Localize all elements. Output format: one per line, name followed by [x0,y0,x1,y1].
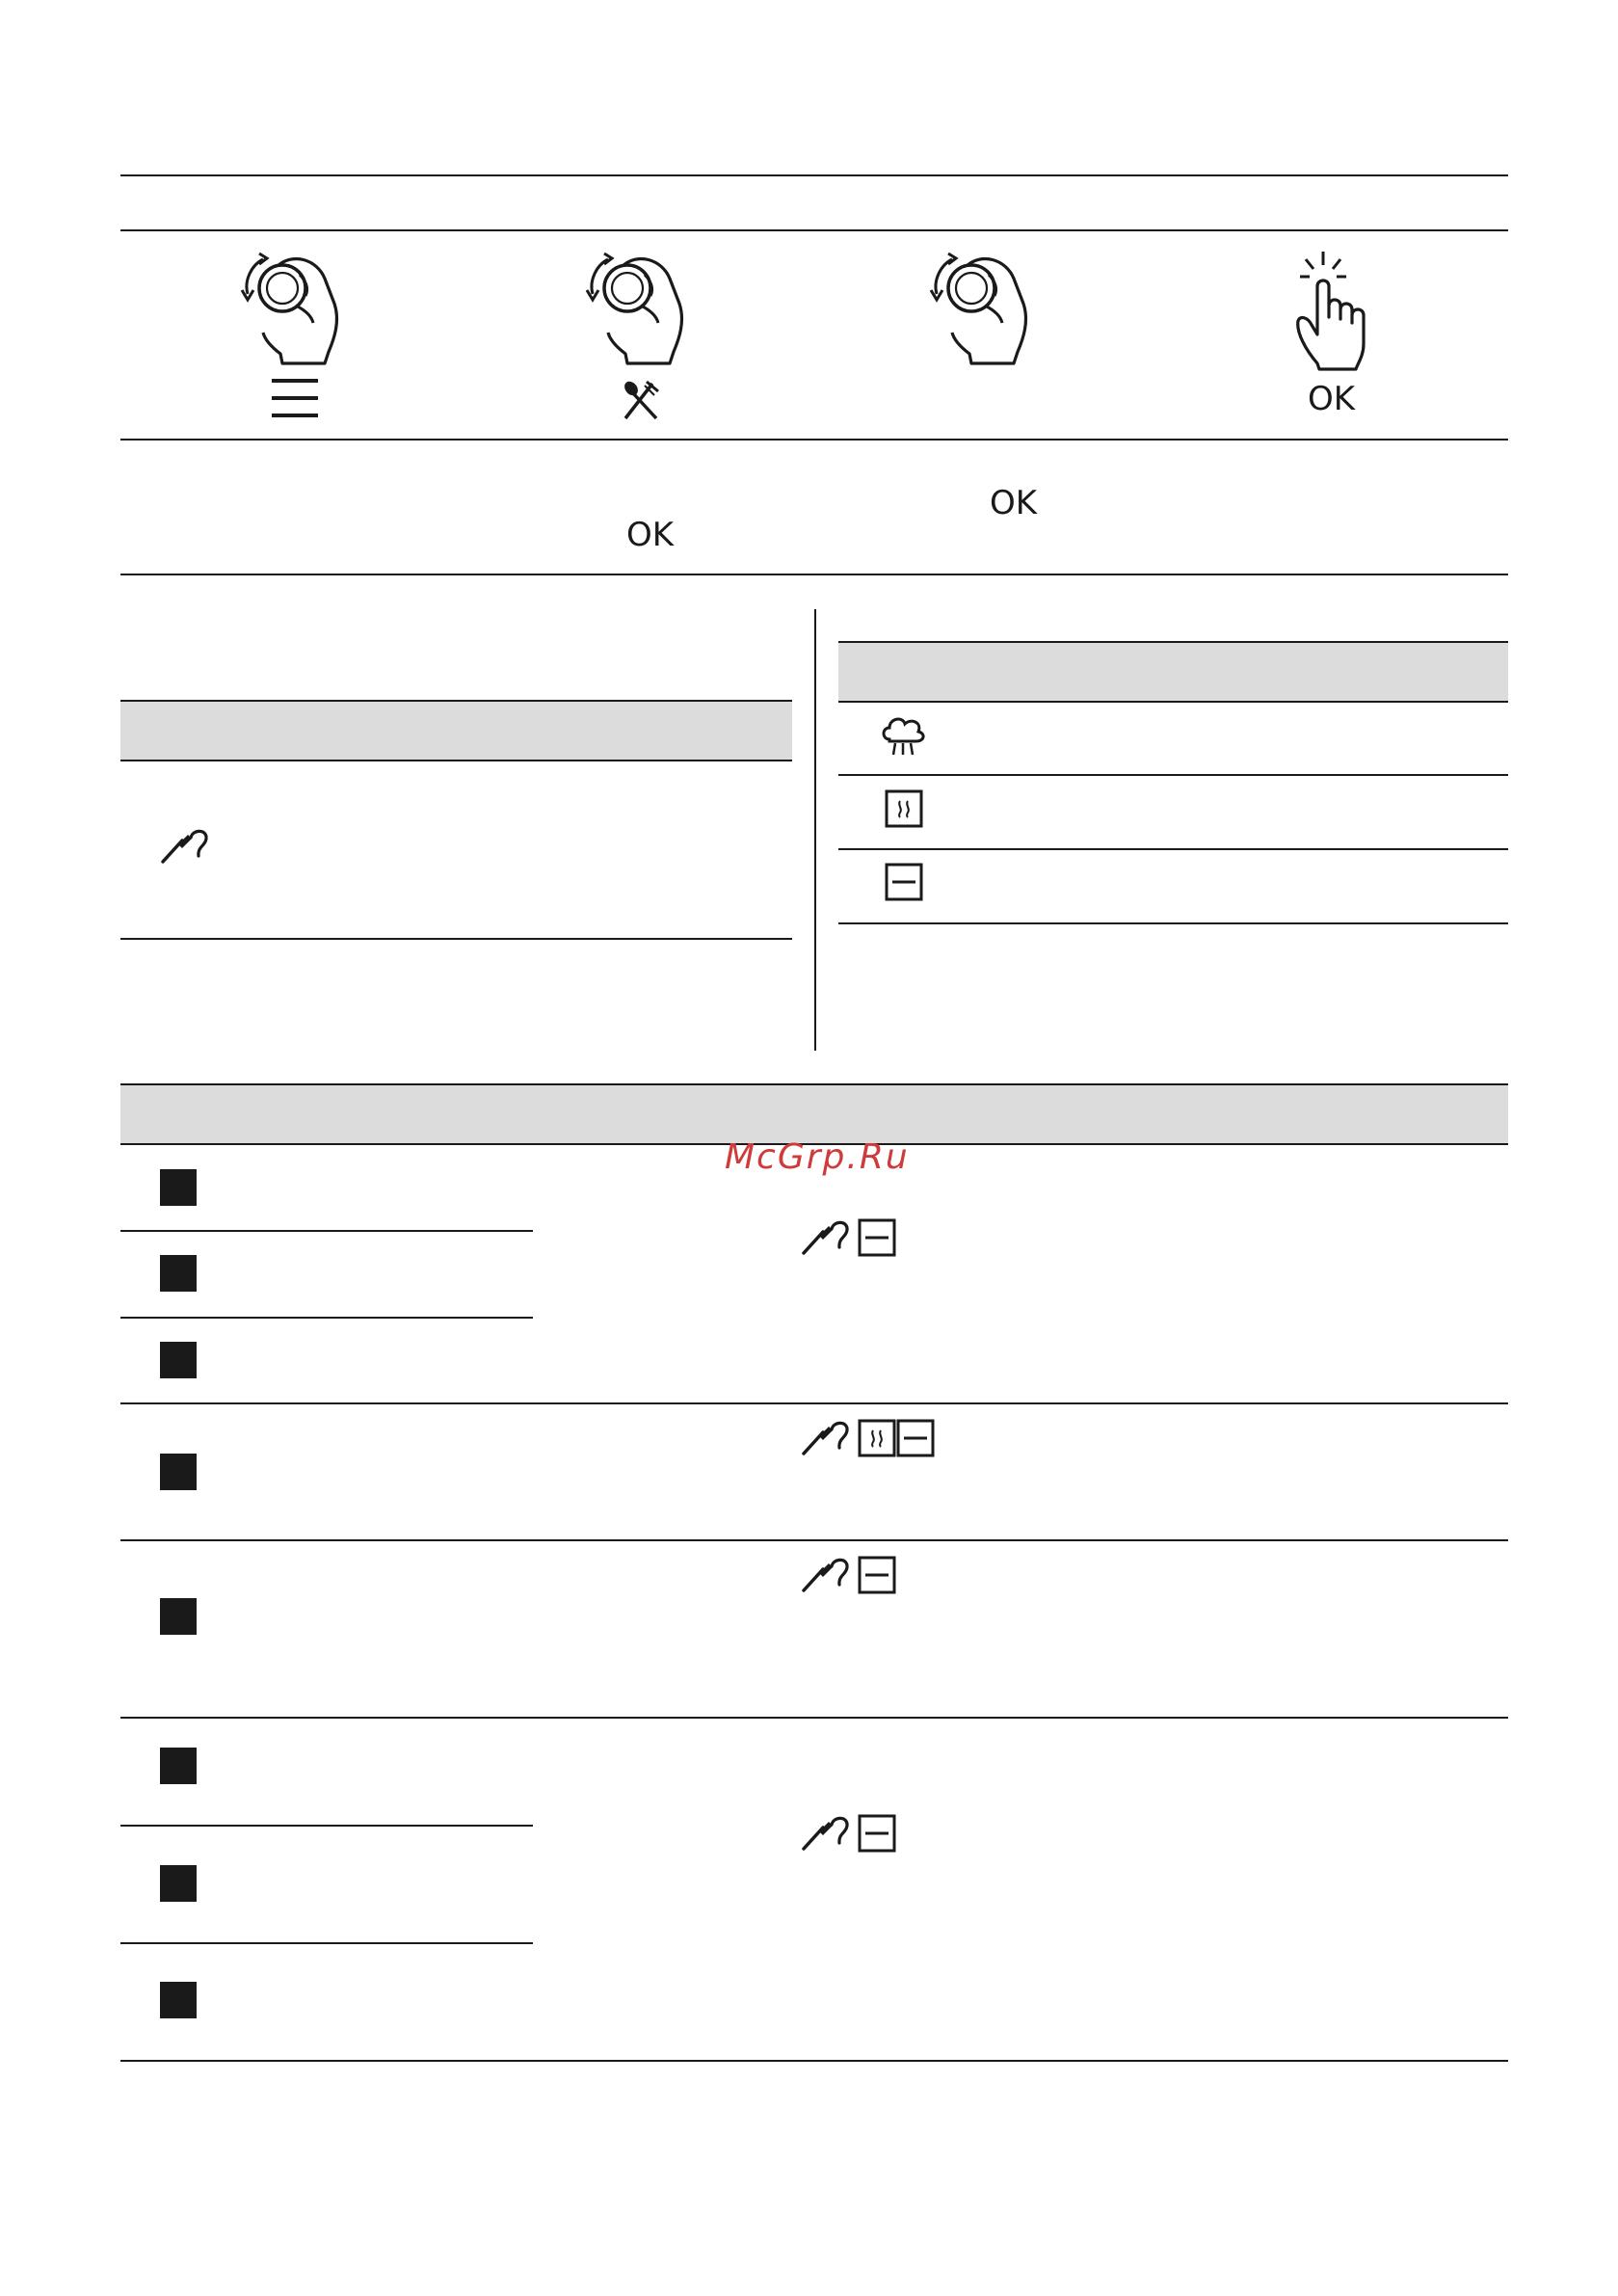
instruction-rule [120,574,1508,575]
row-rule [120,1230,533,1232]
step-icon-3 [925,246,1031,371]
cutlery-icon [620,380,660,420]
step-row-rule [120,439,1508,441]
group-rule [120,1717,1508,1719]
row-marker [160,1598,197,1635]
step-icon-1 [236,246,342,371]
step-icon-2 [581,246,687,371]
right-table-row-rule-2 [838,848,1508,850]
heating-element-icon [885,789,923,828]
left-table-header-rule [120,760,792,761]
row-marker [160,1454,197,1490]
row-marker [160,1255,197,1292]
row-marker [160,1748,197,1784]
step-ok-label: OK [1308,380,1356,418]
food-probe-icon [800,1218,858,1257]
right-table-top-rule [838,641,1508,643]
bottom-table-header [120,1084,1508,1143]
bottom-heat-icon [858,1556,896,1594]
left-table-bottom-rule [120,938,792,940]
step-icon-4 [1288,248,1375,373]
row-rule [120,1942,533,1944]
menu-icon [272,378,318,418]
instruction-ok-b: OK [626,516,675,554]
watermark: McGrp.Ru [725,1137,910,1177]
group-rule [120,1539,1508,1541]
rotate-knob-icon [236,246,342,371]
bottom-heat-icon [858,1814,896,1853]
right-table-header [838,642,1508,701]
food-probe-icon [159,827,217,866]
food-probe-icon [800,1556,858,1594]
group-1-icons [800,1218,900,1257]
step-header-rule [120,229,1508,231]
rotate-knob-icon [581,246,687,371]
bottom-heat-icon [885,863,923,901]
group-rule [120,1402,1508,1404]
row-marker [160,1982,197,2018]
heating-element-icon [858,1419,896,1457]
left-table-top-rule [120,700,792,702]
group-4-icons [800,1814,900,1853]
food-probe-icon [800,1419,858,1457]
top-rule [120,174,1508,176]
row-marker [160,1342,197,1378]
bottom-heat-icon [896,1419,935,1457]
group-2-icons [800,1419,939,1457]
bottom-table-top-rule [120,1083,1508,1085]
column-divider [814,609,816,1051]
bottom-table-bottom-rule [120,2060,1508,2062]
row-marker [160,1865,197,1902]
right-table-row-rule-1 [838,774,1508,776]
bottom-heat-icon [858,1218,896,1257]
rotate-knob-icon [925,246,1031,371]
food-probe-icon [800,1814,858,1853]
left-table-header [120,701,792,760]
press-button-icon [1288,248,1375,373]
instruction-ok-a: OK [990,484,1038,522]
steam-cloud-icon [880,714,926,757]
right-table-row-rule-3 [838,922,1508,924]
right-table-header-rule [838,701,1508,703]
row-rule [120,1825,533,1827]
row-rule [120,1317,533,1319]
group-3-icons [800,1556,900,1594]
row-marker [160,1169,197,1206]
